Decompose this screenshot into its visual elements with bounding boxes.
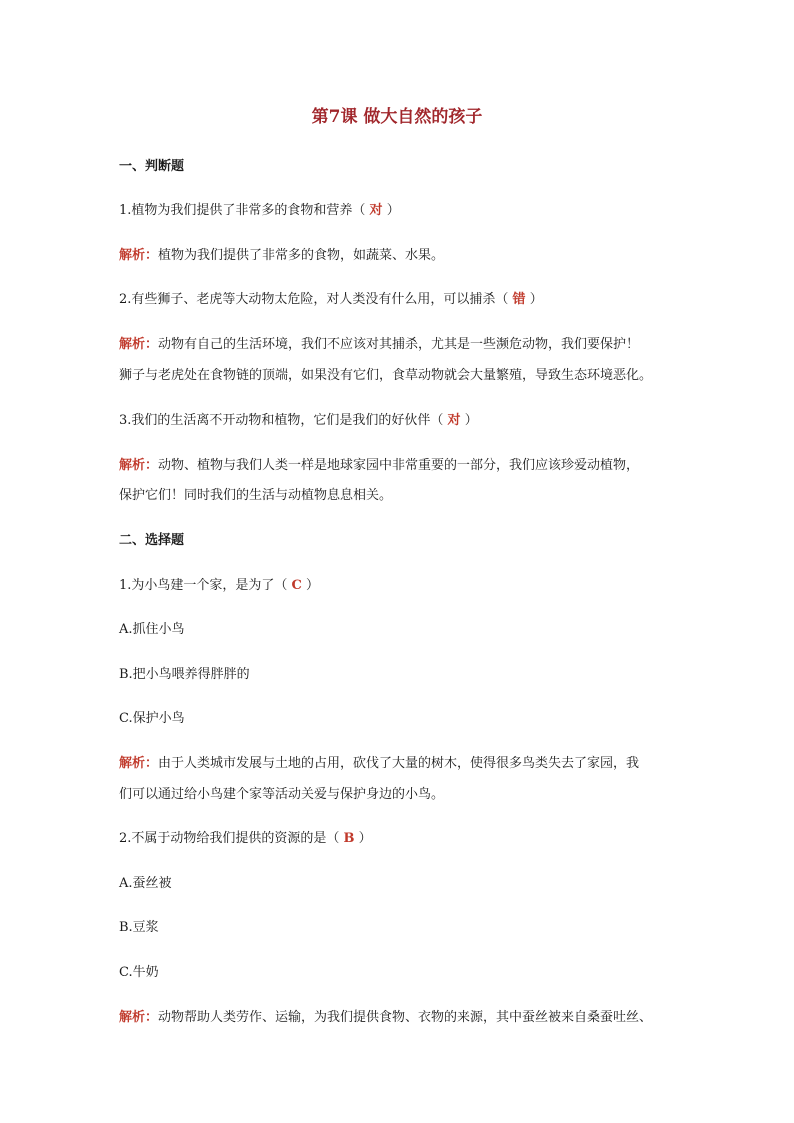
answer-mark: C	[291, 578, 302, 593]
explanation-text: 动物有自己的生活环境，我们不应该对其捕杀，尤其是一些濒危动物，我们要保护！	[158, 337, 640, 352]
option-c: C.牛奶	[119, 965, 159, 980]
option-a: A.蚕丝被	[119, 876, 172, 891]
question-stem: 1.为小鸟建一个家，是为了	[119, 578, 275, 593]
question-judge-2: 2.有些狮子、老虎等大动物太危险，对人类没有什么用，可以捕杀（ 错 ）	[119, 292, 543, 307]
explanation-choice-1-cont: 们可以通过给小鸟建个家等活动关爱与保护身边的小鸟。	[119, 787, 445, 802]
explanation-judge-2	[119, 335, 639, 355]
explanation-text: 植物为我们提供了非常多的食物，如蔬菜、水果。	[158, 248, 445, 263]
answer-mark: 对	[369, 203, 383, 218]
section-heading-choice: 二、选择题	[119, 533, 185, 548]
question-choice-2: 2.不属于动物给我们提供的资源的是（ B ）	[119, 831, 372, 846]
explanation-label: 解析：	[119, 1010, 159, 1025]
option-c: C.保护小鸟	[119, 711, 185, 726]
question-choice-1: 1.为小鸟建一个家，是为了（ C ）	[119, 578, 320, 593]
question-stem: 2.不属于动物给我们提供的资源的是	[119, 831, 327, 846]
question-judge-1: 1.植物为我们提供了非常多的食物和营养（ 对 ）	[119, 203, 400, 218]
question-stem: 2.有些狮子、老虎等大动物太危险，对人类没有什么用，可以捕杀	[119, 292, 496, 307]
page-title: 第7课 做大自然的孩子	[311, 107, 483, 127]
question-stem: 3.我们的生活离不开动物和植物，它们是我们的好伙伴	[119, 413, 431, 428]
option-b: B.豆浆	[119, 920, 159, 935]
explanation-label: 解析：	[119, 337, 159, 352]
explanation-label: 解析：	[119, 248, 159, 263]
explanation-text: 动物、植物与我们人类一样是地球家园中非常重要的一部分，我们应该珍爱动植物，	[158, 458, 640, 473]
answer-mark: B	[343, 831, 355, 846]
explanation-choice-2	[119, 1008, 652, 1028]
explanation-judge-3	[119, 456, 639, 476]
explanation-label: 解析：	[119, 756, 159, 771]
explanation-judge-3-cont: 保护它们！同时我们的生活与动植物息息相关。	[119, 488, 393, 503]
explanation-judge-1	[119, 246, 444, 266]
explanation-judge-2-cont: 狮子与老虎处在食物链的顶端，如果没有它们，食草动物就会大量繁殖，导致生态环境恶化。	[119, 368, 653, 383]
answer-mark: 对	[447, 413, 461, 428]
explanation-text: 动物帮助人类劳作、运输，为我们提供食物、衣物的来源，其中蚕丝被来自桑蚕吐丝、	[158, 1010, 653, 1025]
section-heading-judge: 一、判断题	[119, 159, 185, 174]
explanation-text: 由于人类城市发展与土地的占用，砍伐了大量的树木，使得很多鸟类失去了家园，我	[158, 756, 640, 771]
question-judge-3: 3.我们的生活离不开动物和植物，它们是我们的好伙伴（ 对 ）	[119, 413, 478, 428]
explanation-choice-1	[119, 754, 639, 774]
option-b: B.把小鸟喂养得胖胖的	[119, 667, 250, 682]
question-stem: 1.植物为我们提供了非常多的食物和营养	[119, 203, 353, 218]
answer-mark: 错	[512, 292, 526, 307]
explanation-label: 解析：	[119, 458, 159, 473]
option-a: A.抓住小鸟	[119, 622, 185, 637]
